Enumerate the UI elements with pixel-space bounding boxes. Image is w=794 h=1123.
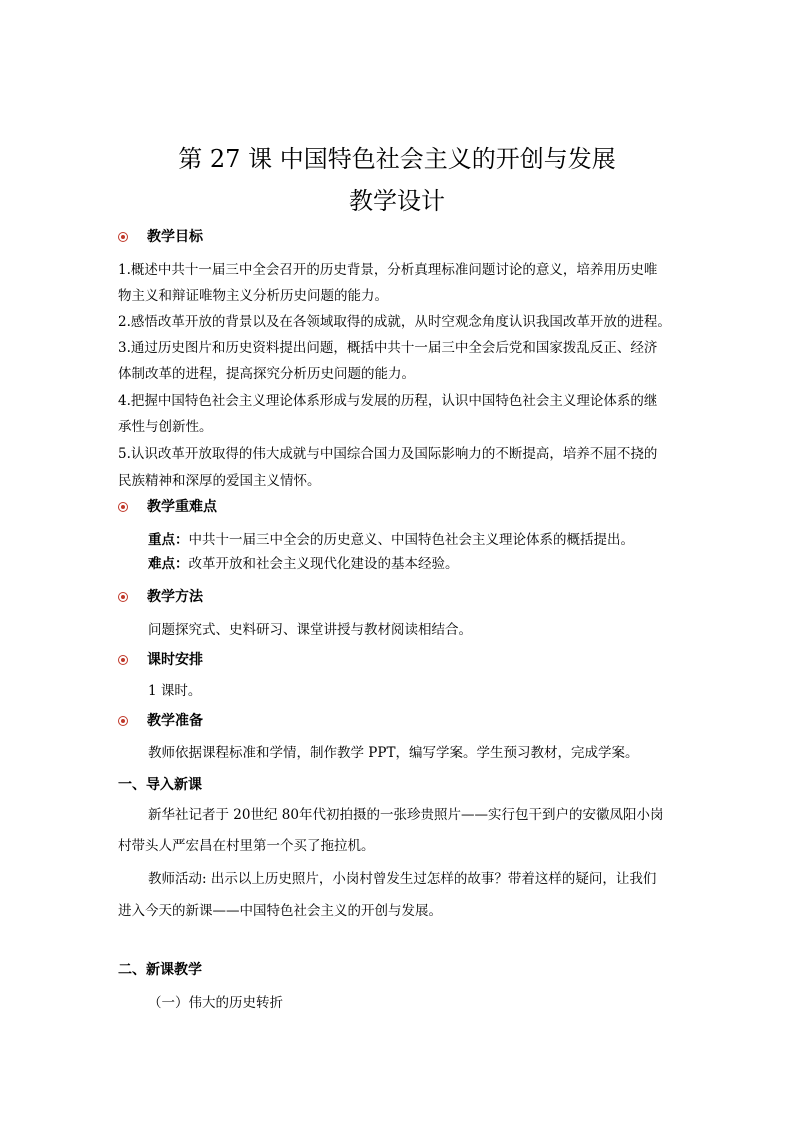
- part-intro-heading: 一、导入新课: [118, 777, 202, 793]
- section-methods-title: 教学方法: [147, 589, 203, 605]
- focus-text: 中共十一届三中全会的历史意义、中国特色社会主义理论体系的概括提出。: [188, 532, 634, 548]
- section-methods-heading: [118, 585, 203, 609]
- target-bullet-icon: [118, 232, 128, 242]
- section-keypoints-heading: [118, 495, 217, 519]
- objective-line-1: 1.概述中共十一届三中全会召开的历史背景，分析真理标准问题讨论的意义，培养用历史唯: [118, 262, 658, 278]
- section-objectives-heading: [118, 225, 203, 249]
- objective-line-7: 承性与创新性。: [118, 419, 213, 435]
- key-point-difficulty: [148, 552, 459, 576]
- difficulty-text: 改革开放和社会主义现代化建设的基本经验。: [188, 556, 459, 572]
- target-bullet-icon: [118, 716, 128, 726]
- methods-text: 问题探究式、史料研习、课堂讲授与教材阅读相结合。: [148, 622, 472, 638]
- target-bullet-icon: [118, 655, 128, 665]
- target-bullet-icon: [118, 592, 128, 602]
- intro-para1-line1: 新华社记者于 20世纪 80年代初拍摄的一张珍贵照片——实行包干到户的安徽凤阳小岗: [148, 807, 664, 823]
- objective-line-4: 3.通过历史图片和历史资料提出问题，概括中共十一届三中全会后党和国家拨乱反正、经济: [118, 340, 658, 356]
- section-schedule-title: 课时安排: [147, 652, 203, 668]
- intro-para2-line1: 教师活动: 出示以上历史照片，小岗村曾发生过怎样的故事？带着这样的疑问，让我们: [148, 871, 657, 887]
- objective-line-9: 民族精神和深厚的爱国主义情怀。: [118, 473, 321, 489]
- section-keypoints-title: 教学重难点: [147, 499, 217, 515]
- target-bullet-icon: [118, 502, 128, 512]
- key-point-focus: [148, 528, 634, 552]
- intro-para2-line2: 进入今天的新课——中国特色社会主义的开创与发展。: [118, 903, 442, 919]
- document-subtitle: 教学设计: [349, 187, 445, 215]
- document-title: 第 27 课 中国特色社会主义的开创与发展: [178, 145, 616, 173]
- focus-label: 重点：: [148, 532, 189, 548]
- part-teaching-heading: 二、新课教学: [118, 962, 202, 978]
- teaching-subheading: （一）伟大的历史转折: [148, 995, 283, 1011]
- objective-line-2: 物主义和辩证唯物主义分析历史问题的能力。: [118, 288, 388, 304]
- objective-line-8: 5.认识改革开放取得的伟大成就与中国综合国力及国际影响力的不断提高，培养不屈不挠的: [118, 446, 658, 462]
- preparation-text: 教师依据课程标准和学情，制作教学 PPT，编写学案。学生预习教材，完成学案。: [148, 745, 639, 761]
- intro-para1-line2: 村带头人严宏昌在村里第一个买了拖拉机。: [118, 838, 375, 854]
- objective-line-5: 体制改革的进程，提高探究分析历史问题的能力。: [118, 366, 415, 382]
- section-preparation-heading: [118, 709, 203, 733]
- section-schedule-heading: [118, 648, 203, 672]
- objective-line-3: 2.感悟改革开放的背景以及在各领域取得的成就，从时空观念角度认识我国改革开放的进程。: [118, 314, 671, 330]
- difficulty-label: 难点：: [148, 556, 189, 572]
- section-objectives-title: 教学目标: [147, 229, 203, 245]
- schedule-text: 1 课时。: [148, 683, 202, 699]
- section-preparation-title: 教学准备: [147, 713, 203, 729]
- objective-line-6: 4.把握中国特色社会主义理论体系形成与发展的历程，认识中国特色社会主义理论体系的继: [118, 393, 658, 409]
